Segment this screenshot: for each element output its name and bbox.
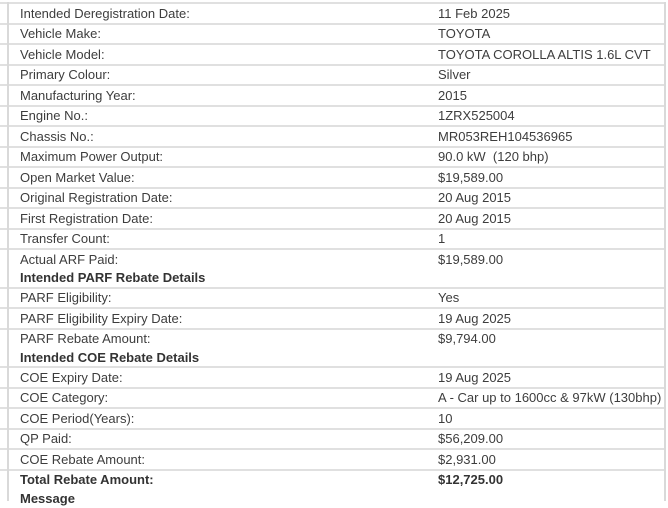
row-label: First Registration Date: [20, 210, 153, 226]
row-label: COE Category: [20, 390, 109, 406]
table-row [0, 43, 666, 64]
table-row [0, 407, 666, 428]
row-value: 19 Aug 2025 [438, 310, 512, 326]
table-row [0, 84, 666, 105]
row-label: Total Rebate Amount: [20, 472, 154, 488]
row-value: Silver [438, 67, 471, 83]
table-row [0, 207, 666, 228]
table-row-total-rebate [0, 469, 666, 508]
row-value: $19,589.00 [438, 251, 504, 267]
table-row [0, 366, 666, 387]
table-row [0, 64, 666, 85]
row-value: $12,725.00 [438, 472, 504, 488]
vehicle-details-table [0, 2, 666, 507]
row-label: Maximum Power Output: [20, 149, 164, 165]
table-row [0, 448, 666, 469]
table-row [0, 23, 666, 44]
row-value: MR053REH104536965 [438, 128, 573, 144]
table-row-with-section-heading [0, 248, 666, 287]
row-value: $56,209.00 [438, 431, 504, 447]
row-label: Open Market Value: [20, 169, 135, 185]
table-row-with-section-heading [0, 328, 666, 367]
table-row [0, 307, 666, 328]
row-label: Vehicle Model: [20, 46, 105, 62]
row-value: $19,589.00 [438, 169, 504, 185]
row-value: 20 Aug 2015 [438, 190, 512, 206]
row-label: Original Registration Date: [20, 190, 173, 206]
row-label: QP Paid: [20, 431, 72, 447]
section-heading-parf-rebate: Intended PARF Rebate Details [20, 270, 206, 286]
table-row [0, 287, 666, 308]
row-value: 1ZRX525004 [438, 108, 515, 124]
row-value: 90.0 kW (120 bhp) [438, 149, 549, 165]
row-value: A - Car up to 1600cc & 97kW (130bhp) [438, 390, 662, 406]
row-label: PARF Eligibility: [20, 290, 112, 306]
table-row [0, 387, 666, 408]
section-heading-message: Message [20, 490, 75, 506]
row-value: $9,794.00 [438, 331, 496, 347]
row-label: Primary Colour: [20, 67, 111, 83]
table-row [0, 146, 666, 167]
row-label: PARF Eligibility Expiry Date: [20, 310, 183, 326]
row-value: 1 [438, 231, 446, 247]
row-value: Yes [438, 290, 460, 306]
row-value: 11 Feb 2025 [438, 5, 511, 21]
table-left-border [7, 2, 9, 501]
section-heading-coe-rebate: Intended COE Rebate Details [20, 349, 200, 365]
table-row [0, 187, 666, 208]
row-label: Manufacturing Year: [20, 87, 136, 103]
row-label: Intended Deregistration Date: [20, 5, 190, 21]
row-label: Vehicle Make: [20, 26, 101, 42]
row-label: PARF Rebate Amount: [20, 331, 151, 347]
row-value: TOYOTA COROLLA ALTIS 1.6L CVT [438, 46, 651, 62]
table-row [0, 166, 666, 187]
table-right-border [664, 2, 666, 501]
row-value: TOYOTA [438, 26, 491, 42]
table-row [0, 105, 666, 126]
row-label: Chassis No.: [20, 128, 94, 144]
row-value: 19 Aug 2025 [438, 369, 512, 385]
table-row [0, 125, 666, 146]
row-label: COE Rebate Amount: [20, 451, 146, 467]
table-row [0, 228, 666, 249]
row-label: COE Period(Years): [20, 410, 135, 426]
table-row [0, 428, 666, 449]
row-value: 2015 [438, 87, 467, 103]
row-label: Engine No.: [20, 108, 88, 124]
row-value: $2,931.00 [438, 451, 496, 467]
row-label: Transfer Count: [20, 231, 110, 247]
row-label: COE Expiry Date: [20, 369, 123, 385]
table-row [0, 2, 666, 23]
row-value: 20 Aug 2015 [438, 210, 512, 226]
row-value: 10 [438, 410, 453, 426]
row-label: Actual ARF Paid: [20, 251, 119, 267]
